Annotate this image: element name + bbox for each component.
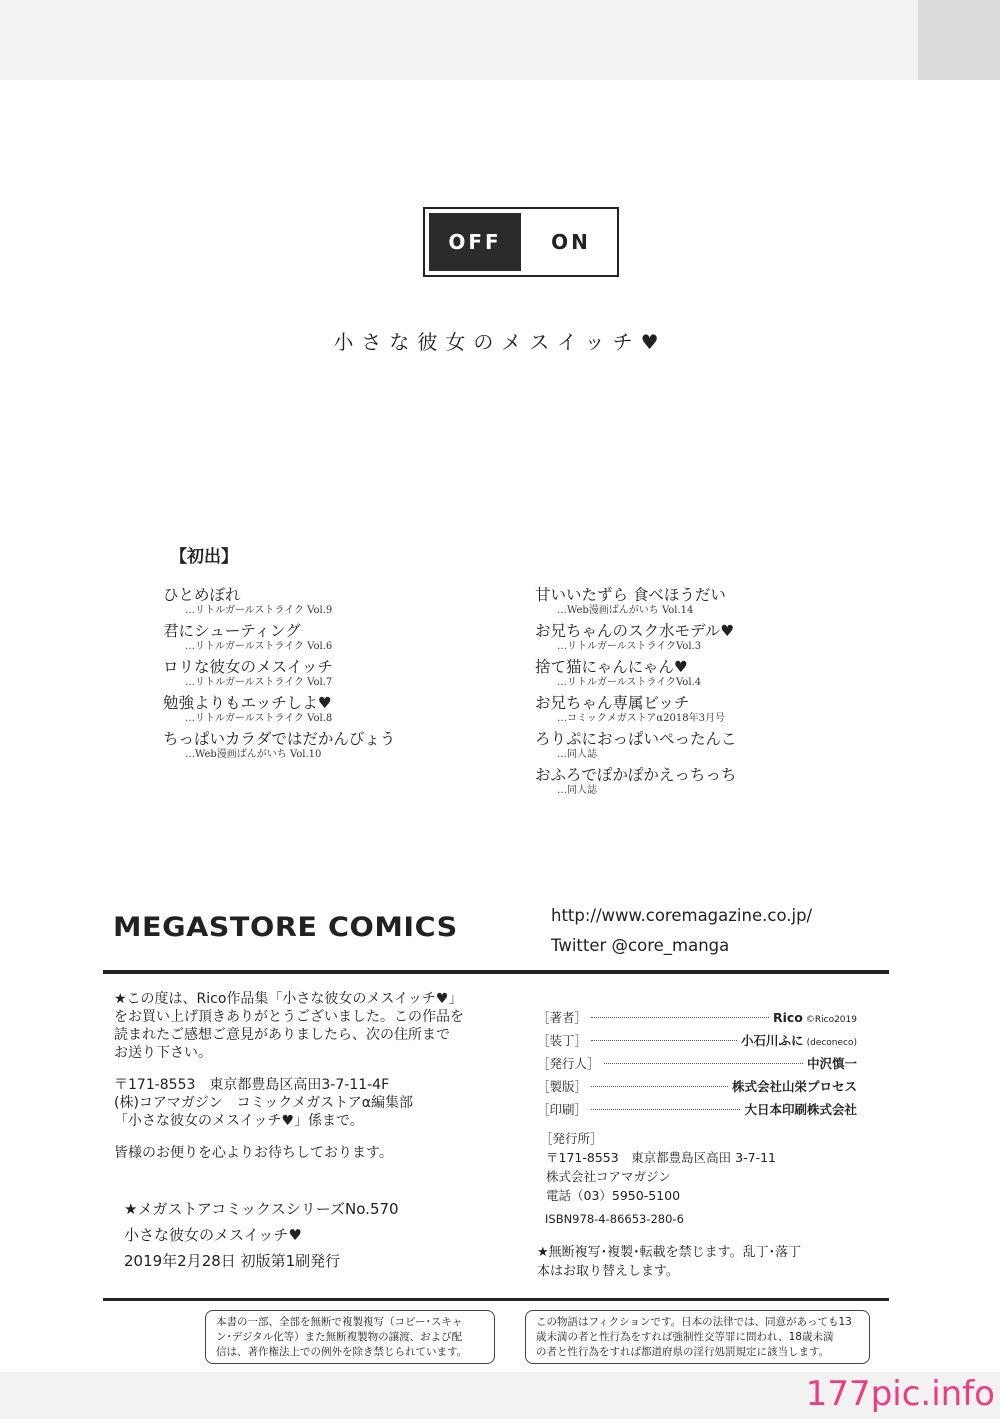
list-item (535, 766, 915, 802)
credit-value: 中沢慎一 (806, 1056, 857, 1071)
credit-key: ［装丁］ (537, 1033, 588, 1048)
series-title: 小さな彼女のメスイッチ♥ (124, 1226, 302, 1244)
list-item (163, 730, 543, 766)
story-source: …リトルガールストライク Vol.9 (185, 605, 333, 616)
message-line: ★この度は、Rico作品集「小さな彼女のメスイッチ♥」 (114, 991, 463, 1007)
publisher-line: 電話（03）5950-5100 (546, 1188, 681, 1203)
story-title: 捨て猫にゃんにゃん♥ (535, 658, 688, 676)
top-corner-tab (918, 0, 1000, 80)
switch-off-label: OFF (425, 209, 525, 275)
address-line: 「小さな彼女のメスイッチ♥」係まで。 (114, 1113, 364, 1129)
twitter-handle[interactable]: Twitter @core_manga (551, 936, 730, 955)
story-title: お兄ちゃんのスク水モデル♥ (535, 622, 735, 640)
credit-row (537, 1008, 857, 1031)
credit-note: (deconeco) (806, 1038, 857, 1048)
series-number: ★メガストアコミックスシリーズNo.570 (124, 1200, 399, 1218)
story-title: ロリな彼女のメスイッチ (163, 658, 333, 676)
copyright-line: ン･デジタル化等）また無断複製物の譲渡、および配 (216, 1331, 463, 1343)
fiction-line: の者と性行為をすれば都道府県の淫行処罰規定に該当します。 (536, 1346, 830, 1358)
address-line: 〒171-8553 東京都豊島区高田3-7-11-4F (114, 1077, 390, 1093)
story-source: …Web漫画ばんがいち Vol.14 (557, 605, 694, 616)
credit-note: ©Rico2019 (805, 1015, 857, 1025)
credit-key: ［製版］ (537, 1079, 588, 1094)
first-published-right-column (535, 586, 915, 802)
reproduction-notice (537, 1243, 867, 1281)
list-item (535, 586, 915, 622)
story-title: ひとめぼれ (163, 586, 241, 604)
reader-message (114, 990, 514, 1162)
credit-row (537, 1054, 857, 1077)
list-item (535, 658, 915, 694)
story-title: お兄ちゃん専属ビッチ (535, 694, 690, 712)
first-published-left-column (163, 586, 543, 766)
notice-line: ★無断複写･複製･転載を禁じます。乱丁･落丁 (537, 1245, 802, 1260)
story-source: …リトルガールストライクVol.4 (557, 677, 702, 688)
book-title: 小さな彼女のメスイッチ♥ (333, 330, 667, 354)
credits-list (537, 1008, 857, 1123)
message-line: お送り下さい。 (114, 1045, 212, 1061)
credit-key: ［著者］ (537, 1010, 588, 1025)
message-line: をお買い上げ頂きありがとうございました。この作品を (114, 1009, 464, 1025)
copyright-notice-box (205, 1310, 495, 1364)
list-item (535, 622, 915, 658)
copyright-line: 本書の一部、全部を無断で複製複写（コピー･スキャ (216, 1316, 463, 1328)
story-source: …同人誌 (557, 749, 597, 760)
publisher-heading: ［発行所］ (540, 1131, 603, 1146)
story-title: おふろでぽかぽかえっちっち (535, 766, 737, 784)
list-item (535, 730, 915, 766)
story-title: 甘いいたずら 食べほうだい (535, 586, 726, 604)
divider (103, 1298, 889, 1301)
story-source: …リトルガールストライク Vol.8 (185, 713, 333, 724)
list-item (163, 622, 543, 658)
watermark-text: 177pic.info (805, 1374, 995, 1414)
off-on-switch-logo (423, 207, 619, 277)
story-source: …リトルガールストライク Vol.7 (185, 677, 333, 688)
series-info (124, 1196, 504, 1274)
first-published-heading: 【初出】 (170, 547, 238, 567)
publisher-brand-logo: MEGASTORE COMICS (113, 912, 458, 943)
list-item (535, 694, 915, 730)
notice-line: 本はお取り替えします。 (537, 1264, 679, 1279)
publisher-line: 〒171-8553 東京都豊島区高田 3-7-11 (546, 1150, 776, 1165)
story-title: 君にシューティング (163, 622, 301, 640)
switch-on-label: ON (551, 230, 591, 254)
top-band (0, 0, 1000, 80)
address-line: (株)コアマガジン コミックメガストアα編集部 (114, 1095, 413, 1111)
credit-row (537, 1031, 857, 1054)
story-title: ちっぱいカラダではだかんびょう (163, 730, 396, 748)
story-source: …Web漫画ばんがいち Vol.10 (185, 749, 322, 760)
credit-value: 株式会社山栄プロセス (731, 1079, 857, 1094)
divider (103, 970, 889, 974)
fiction-notice-box (525, 1310, 870, 1364)
publication-date: 2019年2月28日 初版第1刷発行 (124, 1252, 341, 1270)
credit-row (537, 1077, 857, 1100)
story-title: 勉強よりもエッチしよ♥ (163, 694, 332, 712)
website-url[interactable]: http://www.coremagazine.co.jp/ (551, 906, 813, 925)
credit-key: ［印刷］ (537, 1102, 588, 1117)
list-item (163, 694, 543, 730)
publisher-info (540, 1129, 776, 1205)
list-item (163, 586, 543, 622)
story-source: …同人誌 (557, 785, 597, 796)
story-source: …リトルガールストライクVol.3 (557, 641, 702, 652)
fiction-line: 歳未満の者と性行為をすれば強制性交等罪に問われ、18歳未満 (536, 1331, 834, 1343)
fiction-line: この物語はフィクションです。日本の法律では、同意があっても13 (536, 1316, 852, 1328)
list-item (163, 658, 543, 694)
credit-row (537, 1100, 857, 1123)
publisher-line: 株式会社コアマガジン (546, 1169, 671, 1184)
message-line: 読まれたご感想ご意見がありましたら、次の住所まで (114, 1027, 450, 1043)
story-source: …リトルガールストライク Vol.6 (185, 641, 333, 652)
credit-value: Rico (772, 1010, 803, 1025)
copyright-line: 信は、著作権法上での例外を除き禁じられています。 (216, 1346, 468, 1358)
credit-value: 大日本印刷株式会社 (744, 1102, 857, 1117)
closing-line: 皆様のお便りを心よりお待ちしております。 (114, 1145, 393, 1161)
credit-value: 小石川ふに (741, 1033, 804, 1048)
credit-key: ［発行人］ (537, 1056, 600, 1071)
isbn: ISBN978-4-86653-280-6 (545, 1212, 684, 1226)
story-source: …コミックメガストアα2018年3月号 (557, 713, 725, 724)
story-title: ろりぷにおっぱいぺったんこ (535, 730, 737, 748)
